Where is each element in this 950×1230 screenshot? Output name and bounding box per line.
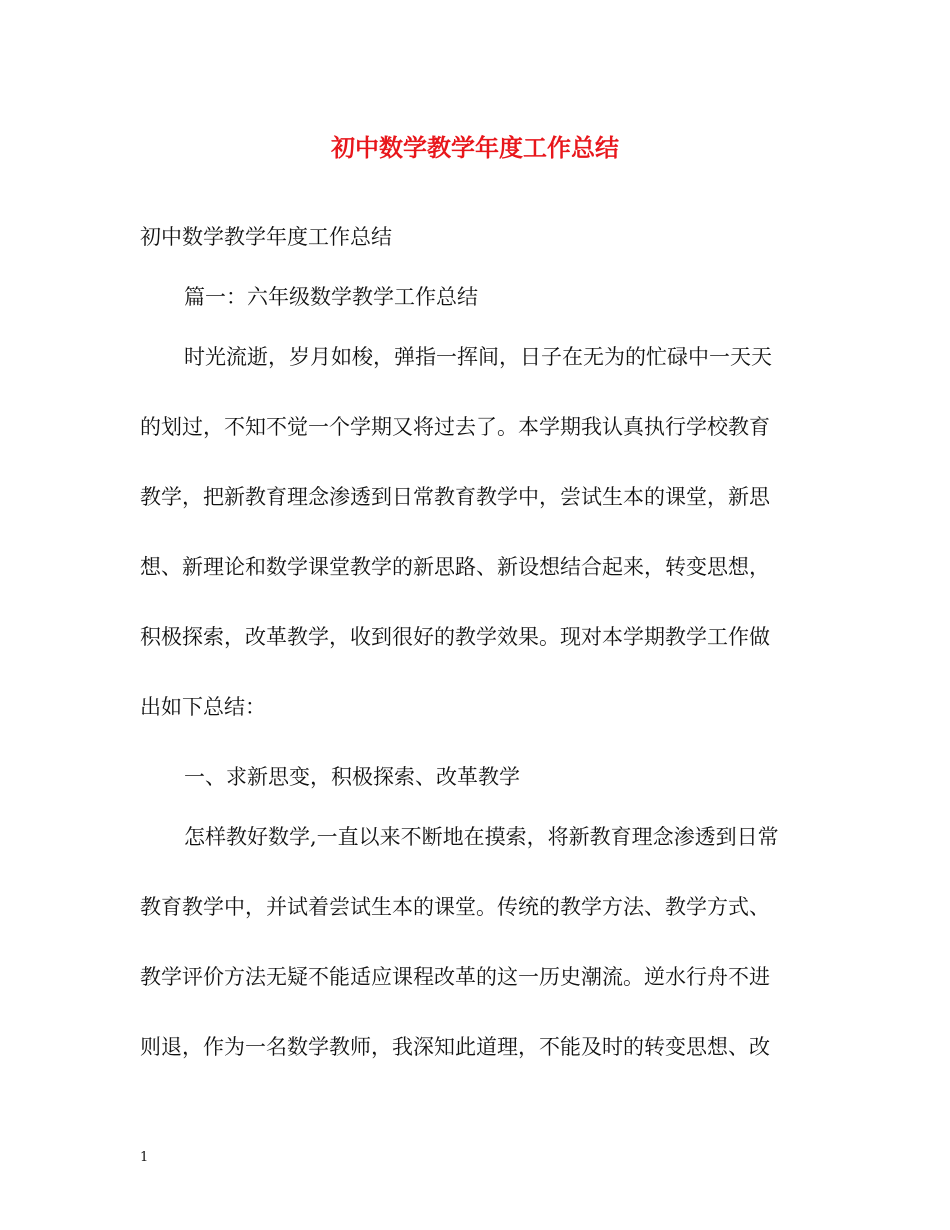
body-line: 教育教学中，并试着尝试生本的课堂。传统的教学方法、教学方式、 [140,895,770,919]
body-line: 则退，作为一名数学教师，我深知此道理，不能及时的转变思想、改 [140,1035,770,1059]
page-number: 1 [140,1150,149,1165]
document-title: 初中数学教学年度工作总结 [331,133,619,162]
body-line: 怎样教好数学,一直以来不断地在摸索，将新教育理念渗透到日常 [184,825,779,849]
body-line-subheading: 一、求新思变，积极探索、改革教学 [184,765,520,789]
body-line: 教学评价方法无疑不能适应课程改革的这一历史潮流。逆水行舟不进 [140,965,770,989]
body-line: 时光流逝，岁月如梭，弹指一挥间，日子在无为的忙碌中一天天 [184,345,772,369]
body-line: 积极探索，改革教学，收到很好的教学效果。现对本学期教学工作做 [140,625,770,649]
body-line-heading: 初中数学教学年度工作总结 [140,225,392,249]
body-line: 出如下总结： [140,695,266,719]
body-line: 的划过，不知不觉一个学期又将过去了。本学期我认真执行学校教育 [140,415,770,439]
body-line: 教学，把新教育理念渗透到日常教育教学中，尝试生本的课堂，新思 [140,485,770,509]
body-line-section-title: 篇一：六年级数学教学工作总结 [184,285,478,309]
body-line: 想、新理论和数学课堂教学的新思路、新设想结合起来，转变思想， [140,555,770,579]
